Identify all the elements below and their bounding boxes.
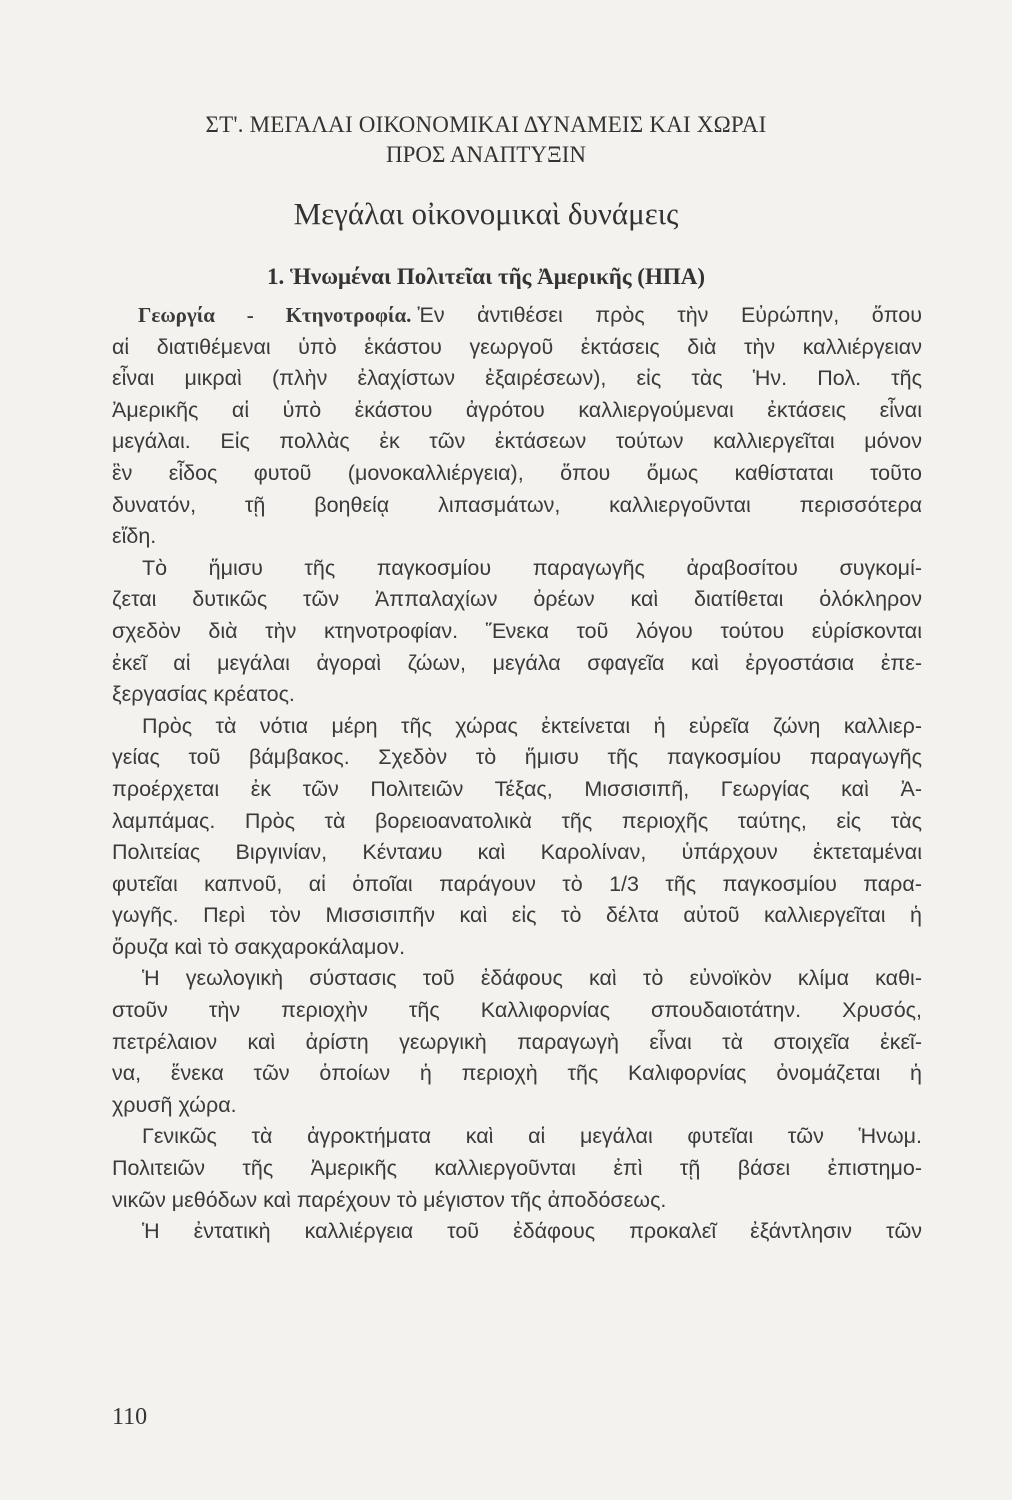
text-line: γείας τοῦ βάμβακος. Σχεδὸν τὸ ἥμισυ τῆς παγκοσμίου παραγωγῆς [112, 745, 922, 770]
text-line: ζεται δυτικῶς τῶν Ἀππαλαχίων ὀρέων καὶ διατίθεται ὁλόκληρον [112, 587, 922, 612]
text-line: εἶναι μικραὶ (πλὴν ἐλαχίστων ἐξαιρέσεων), εἰς τὰς Ἡν. Πολ. τῆς [112, 366, 922, 391]
text-line: λαμπάμας. Πρὸς τὰ βορειοανατολικὰ τῆς περιοχῆς ταύτης, εἰς τὰς [112, 808, 922, 833]
text-line: αἱ διατιθέμεναι ὑπὸ ἑκάστου γεωργοῦ ἐκτάσεις διὰ τὴν καλλιέργειαν [112, 334, 922, 359]
text-line: ὄρυζα καὶ τὸ σακχαροκάλαμον. [112, 934, 406, 959]
text-line: να, ἕνεκα τῶν ὁποίων ἡ περιοχὴ τῆς Καλιφορνίας ὀνομάζεται ἡ [112, 1061, 922, 1086]
text-line: Πολιτείας Βιργινίαν, Κένταϰυ καὶ Καρολίναν, ὑπάρχουν ἐκτεταμέναι [112, 840, 922, 865]
text-line: γωγῆς. Περὶ τὸν Μισσισιπῆν καὶ εἰς τὸ δέλτα αὐτοῦ καλλιεργεῖται ἡ [112, 903, 922, 928]
text-line: ἐκεῖ αἱ μεγάλαι ἀγοραὶ ζώων, μεγάλα σφαγεῖα καὶ ἐργοστάσια ἐπε- [112, 650, 922, 675]
chapter-title-line1: ΣΤ'. ΜΕΓΑΛΑΙ ΟΙΚΟΝΟΜΙΚΑΙ ΔΥΝΑΜΕΙΣ ΚΑΙ ΧΩΡΑΙ [205, 112, 767, 137]
text-line: Τὸ ἥμισυ τῆς παγκοσμίου παραγωγῆς ἀραβοσίτου συγκομί- [142, 555, 922, 580]
text-line: Ἀμερικῆς αἱ ὑπὸ ἑκάστου ἀγρότου καλλιεργούμεναι ἐκτάσεις εἶναι [112, 397, 922, 422]
text-line: χρυσῆ χώρα. [112, 1092, 237, 1117]
body-text [112, 300, 922, 1248]
text-line: δυνατόν, τῇ βοηθείᾳ λιπασμάτων, καλλιεργοῦνται περισσότερα [112, 492, 922, 517]
text-line: μεγάλαι. Εἰς πολλὰς ἐκ τῶν ἐκτάσεων τούτων καλλιεργεῖται μόνον [112, 429, 922, 454]
text-line [112, 300, 922, 332]
text-line: Πρὸς τὰ νότια μέρη τῆς χώρας ἐκτείνεται ἡ εὐρεῖα ζώνη καλλιερ- [142, 713, 922, 738]
text-line: ξεργασίας κρέατος. [112, 682, 295, 707]
text-line: Γενικῶς τὰ ἀγροκτήματα καὶ αἱ μεγάλαι φυτεῖαι τῶν Ἡνωμ. [142, 1124, 922, 1149]
section-heading: 1. Ἡνωμέναι Πολιτεῖαι τῆς Ἀμερικῆς (ΗΠΑ) [266, 264, 706, 289]
run-in-heading: Γεωργία - Κτηνοτροφία. [138, 303, 412, 327]
text-line: νικῶν μεθόδων καὶ παρέχουν τὸ μέγιστον τῆς ἀποδόσεως. [112, 1187, 667, 1212]
chapter-title-line2: ΠΡΟΣ ΑΝΑΠΤΥΞΙΝ [385, 142, 587, 167]
text-line: πετρέλαιον καὶ ἀρίστη γεωργικὴ παραγωγὴ εἶναι τὰ στοιχεῖα ἐκεῖ- [112, 1029, 922, 1054]
text-line: σχεδὸν διὰ τὴν κτηνοτροφίαν. Ἕνεκα τοῦ λόγου τούτου εὑρίσκονται [112, 618, 922, 643]
text-line: Ἡ γεωλογικὴ σύστασις τοῦ ἐδάφους καὶ τὸ εὐνοϊκὸν κλίμα καθι- [142, 966, 922, 991]
subtitle: Μεγάλαι οἰκονομικαὶ δυνάμεις [293, 196, 679, 231]
line-text: Ἐν ἀντιθέσει πρὸς τὴν Εὐρώπην, ὅπου [417, 303, 923, 327]
text-line: εἴδη. [112, 524, 157, 549]
text-line: ἓν εἶδος φυτοῦ (μονοκαλλιέργεια), ὅπου ὅμως καθίσταται τοῦτο [112, 460, 922, 485]
text-line: Ἡ ἐντατικὴ καλλιέργεια τοῦ ἐδάφους προκαλεῖ ἐξάντλησιν τῶν [142, 1219, 922, 1244]
text-line: προέρχεται ἐκ τῶν Πολιτειῶν Τέξας, Μισσισιπῆ, Γεωργίας καὶ Ἀ- [112, 776, 922, 801]
text-line: φυτεῖαι καπνοῦ, αἱ ὁποῖαι παράγουν τὸ 1/3 τῆς παγκοσμίου παρα- [112, 871, 922, 896]
page-number: 110 [112, 1404, 148, 1430]
text-line: στοῦν τὴν περιοχὴν τῆς Καλλιφορνίας σπουδαιοτάτην. Χρυσός, [112, 998, 922, 1023]
text-line: Πολιτειῶν τῆς Ἀμερικῆς καλλιεργοῦνται ἐπὶ τῇ βάσει ἐπιστημο- [112, 1156, 922, 1181]
